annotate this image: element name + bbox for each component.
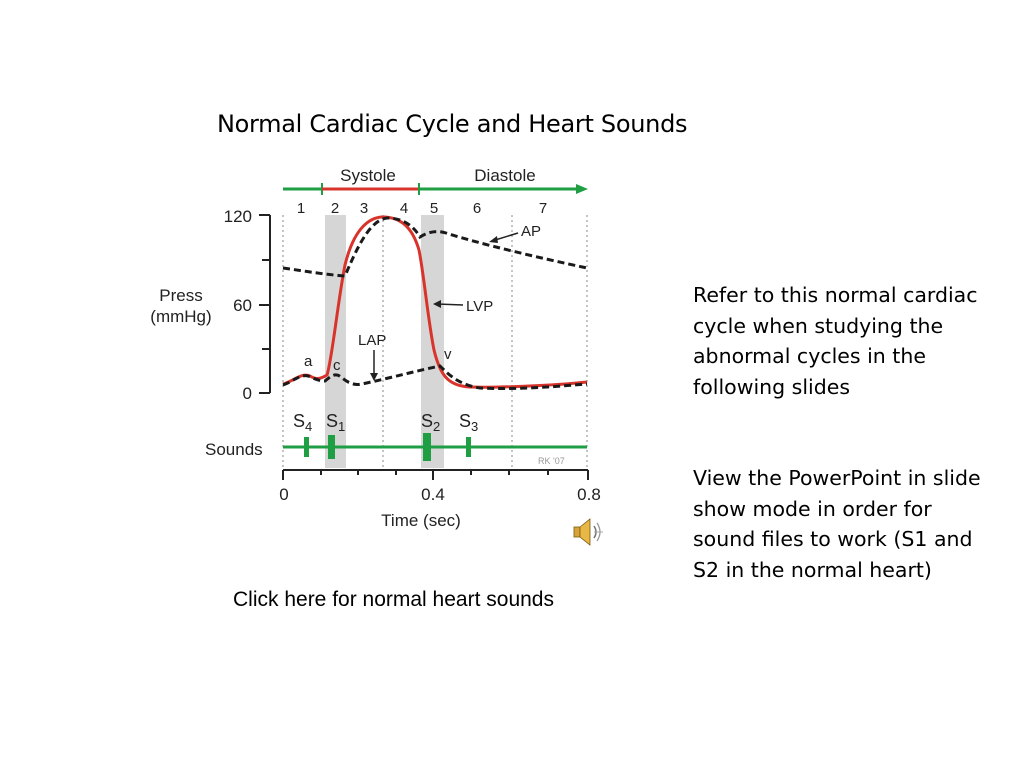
c-wave-label: c bbox=[333, 357, 341, 374]
x-tick-label: 0 bbox=[279, 485, 289, 504]
phase-number: 2 bbox=[330, 200, 340, 217]
credit-label: RK '07 bbox=[538, 456, 565, 466]
time-axis-label: Time (sec) bbox=[381, 511, 461, 530]
phase-numbers bbox=[297, 200, 547, 217]
pressure-axis-label-line2: (mmHg) bbox=[150, 307, 212, 326]
s1-marker bbox=[328, 435, 335, 459]
ap-label: AP bbox=[521, 223, 542, 240]
phase-bar bbox=[283, 183, 588, 195]
time-ticks bbox=[279, 485, 601, 504]
s3-marker bbox=[466, 437, 471, 457]
phase-number: 7 bbox=[538, 200, 548, 217]
phase-number: 4 bbox=[399, 200, 409, 217]
y-tick-label: 0 bbox=[242, 384, 252, 403]
y-tick-label: 120 bbox=[223, 207, 252, 226]
y-tick-label: 60 bbox=[233, 296, 252, 315]
phase-number: 3 bbox=[359, 200, 369, 217]
a-wave-label: a bbox=[304, 353, 313, 370]
normal-heart-sounds-link[interactable]: Click here for normal heart sounds bbox=[233, 588, 554, 611]
systole-label: Systole bbox=[340, 166, 396, 185]
x-tick-label: 0.8 bbox=[577, 485, 601, 504]
instruction-text-2: View the PowerPoint in slide show mode in order for sound files to work (S1 and S2 in the normal heart) bbox=[693, 466, 981, 582]
heart-sound-labels bbox=[293, 411, 478, 434]
pressure-ticks bbox=[224, 207, 252, 403]
diastole-label: Diastole bbox=[474, 166, 536, 185]
s3-label: $S_3$ bbox=[459, 411, 479, 434]
s4-label: $S_4$ bbox=[293, 411, 313, 434]
time-axis bbox=[283, 470, 588, 480]
s2-label: $S_2$ bbox=[421, 411, 441, 434]
slide-title: Normal Cardiac Cycle and Heart Sounds bbox=[217, 110, 688, 138]
v-wave-label: v bbox=[444, 346, 452, 363]
s4-marker bbox=[304, 437, 309, 457]
phase-number: 5 bbox=[429, 200, 439, 217]
phase-number: 6 bbox=[472, 200, 482, 217]
pressure-axis-label-line1: Press bbox=[159, 286, 203, 305]
instruction-text-1: Refer to this normal cardiac cycle when studying the abnormal cycles in the following slides bbox=[693, 283, 978, 399]
phase-number: 1 bbox=[296, 200, 306, 217]
sounds-label: Sounds bbox=[205, 440, 263, 459]
speaker-icon[interactable] bbox=[570, 515, 606, 555]
x-tick-label: 0.4 bbox=[421, 485, 445, 504]
pressure-axis bbox=[259, 215, 270, 393]
s2-marker bbox=[423, 433, 431, 461]
lvp-label: LVP bbox=[466, 298, 494, 315]
lap-label: LAP bbox=[358, 332, 387, 349]
s1-label: $S_1$ bbox=[326, 411, 346, 434]
